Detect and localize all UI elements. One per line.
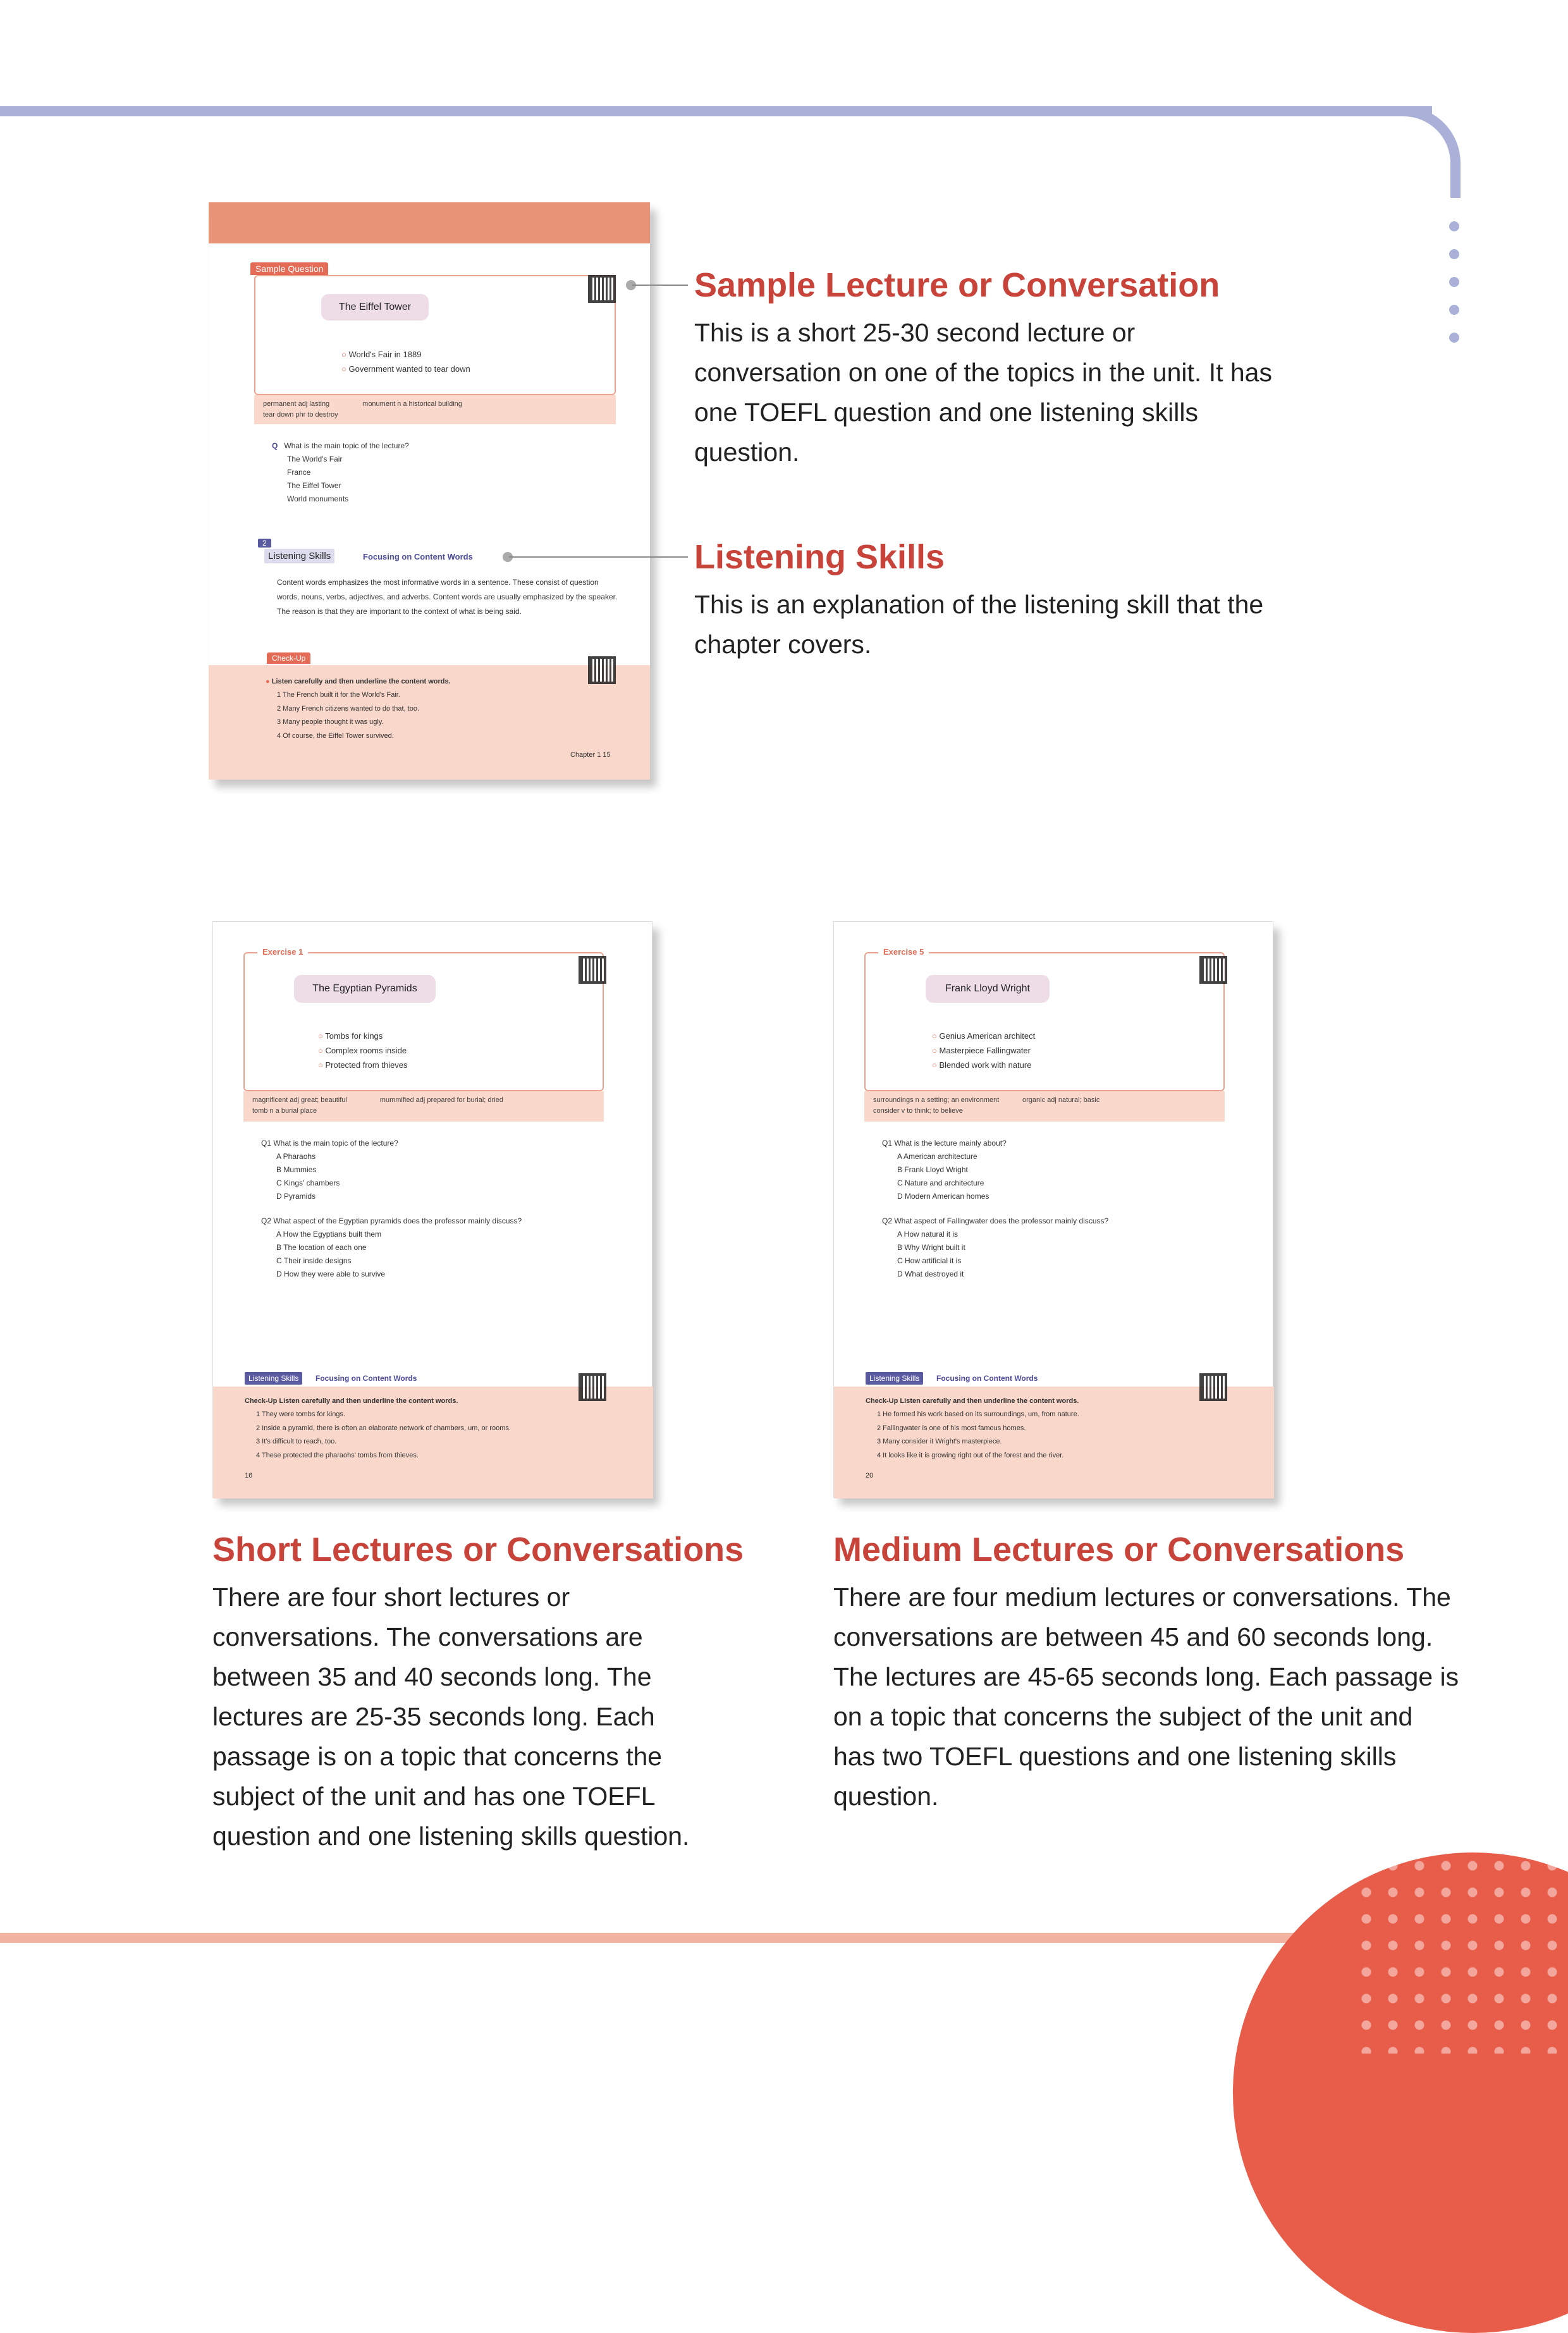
ls-title: Focusing on Content Words — [315, 1374, 417, 1383]
exercise-tag: Exercise 1 — [257, 946, 308, 958]
checkup-items: ● Listen carefully and then underline the content words. 1 The French built it for the World's Fair. 2 Many French citizens wanted to do that, too. 3 Many people thought it was ugly. 4 Of course, the Eiffel Tower survived. — [266, 678, 451, 740]
exercise-page-thumbnail — [212, 921, 652, 1498]
qr-code-icon — [588, 656, 616, 684]
notes-box — [864, 952, 1225, 1091]
checkup-tag: Check-Up — [267, 652, 310, 664]
section-title: Sample Lecture or Conversation — [694, 266, 1220, 304]
ls-number-badge: 2 — [258, 539, 271, 548]
question-block: Q1 What is the main topic of the lecture? A Pharaohs B Mummies C Kings' chambers D Pyramids Q2 What aspect of the Egyptian pyramids does the professor mainly discuss? A How the Egyptians built them B The location of each one C Their inside designs D How they were able to survive — [261, 1139, 522, 1278]
qr-code-icon — [579, 956, 606, 984]
checkup-items: Check-Up Listen carefully and then underline the content words. 1 He formed his work based on its surroundings, um, from nature. 2 Fallingwater is one of his most famous homes. 3 Many consider it Wright's masterpiece. 4 It looks like it is growing right out of the forest and the river. — [866, 1397, 1079, 1459]
question-block: Q1 What is the lecture mainly about? A American architecture B Frank Lloyd Wright C Nature and architecture D Modern American homes Q2 What aspect of Fallingwater does the professor mainly discuss? A How natural it is B Why Wright built it C How artificial it is D What destroyed it — [882, 1139, 1109, 1278]
section-title: Medium Lectures or Conversations — [833, 1531, 1405, 1569]
sample-page-thumbnail — [209, 202, 650, 780]
section-body: There are four short lectures or conversations. The conversations are between 35 and 40 seconds long. The lectures are 25-35 seconds long. Each passage is on a topic that concerns the subject of the unit and has one TOEFL question and one listening skills question. — [212, 1583, 690, 1851]
notes-list: ○ Genius American architect ○ Masterpiece Fallingwater ○ Blended work with nature — [932, 1031, 1036, 1070]
notes-list: ○ Tombs for kings ○ Complex rooms inside ○ Protected from thieves — [318, 1031, 408, 1070]
qr-code-icon — [1199, 1373, 1227, 1401]
section-body: This is an explanation of the listening skill that the chapter covers. — [694, 590, 1264, 659]
ls-badge: Listening Skills — [264, 549, 334, 563]
notes-box — [243, 952, 604, 1091]
section-body: There are four medium lectures or conversations. The conversations are between 45 and 60 seconds long. The lectures are 45-65 seconds long. Each passage is on a topic that concerns the subject of the unit and has two TOEFL questions and one listening skills question. — [833, 1583, 1459, 1811]
ls-badge: Listening Skills — [245, 1372, 302, 1385]
notes-list: ○ World's Fair in 1889 ○ Government wanted to tear down — [341, 350, 470, 374]
top-rule-curve — [1385, 106, 1461, 198]
qr-code-icon — [579, 1373, 606, 1401]
page-number: 16 — [245, 1472, 253, 1479]
topic-pill: The Egyptian Pyramids — [294, 975, 436, 1003]
page-number: Chapter 1 15 — [570, 751, 611, 759]
connector-line — [509, 556, 688, 558]
topic-pill: Frank Lloyd Wright — [926, 975, 1050, 1003]
section-body: This is a short 25-30 second lecture or conversation on one of the topics in the unit. It has one TOEFL question and one listening skills question. — [694, 318, 1272, 467]
ls-explanation: Content words emphasizes the most informative words in a sentence. These consist of question words, nouns, verbs, adjectives, and adverbs. Content words are usually emphasized by the speaker. The reason is that they are important to the context of what is being said. — [277, 578, 618, 616]
exercise-page-thumbnail — [833, 921, 1273, 1498]
vocab-strip: magnificent adj great; beautiful mummified adj prepared for burial; dried tomb n a burial place — [243, 1091, 604, 1122]
checkup-items: Check-Up Listen carefully and then underline the content words. 1 They were tombs for kings. 2 Inside a pyramid, there is often an elaborate network of chambers, um, or rooms. 3 It's difficult to reach, too. 4 These protected the pharaohs' tombs from thieves. — [245, 1397, 511, 1459]
exercise-tag: Exercise 5 — [878, 946, 929, 958]
top-rule — [0, 106, 1432, 116]
decorative-dot-grid — [1353, 1852, 1568, 2054]
page-header-band — [209, 202, 650, 243]
sample-question-tag: Sample Question — [250, 262, 328, 275]
section-title: Short Lectures or Conversations — [212, 1531, 744, 1569]
qr-code-icon — [1199, 956, 1227, 984]
page-number: 20 — [866, 1472, 874, 1479]
connector-line — [632, 285, 688, 286]
question-block: Q What is the main topic of the lecture? The World's Fair France The Eiffel Tower World monuments — [272, 441, 409, 503]
vocab-strip: surroundings n a setting; an environment organic adj natural; basic consider v to think; to believe — [864, 1091, 1225, 1122]
bottom-rule — [0, 1933, 1315, 1943]
topic-pill: The Eiffel Tower — [321, 294, 429, 321]
notes-box — [254, 275, 616, 395]
vocab-strip: permanent adj lasting monument n a historical building tear down phr to destroy — [254, 395, 616, 424]
ls-title: Focusing on Content Words — [363, 552, 473, 561]
ls-badge: Listening Skills — [866, 1372, 923, 1385]
qr-code-icon — [588, 275, 616, 303]
vertical-dots — [1449, 221, 1459, 360]
ls-title: Focusing on Content Words — [936, 1374, 1038, 1383]
section-title: Listening Skills — [694, 538, 945, 576]
